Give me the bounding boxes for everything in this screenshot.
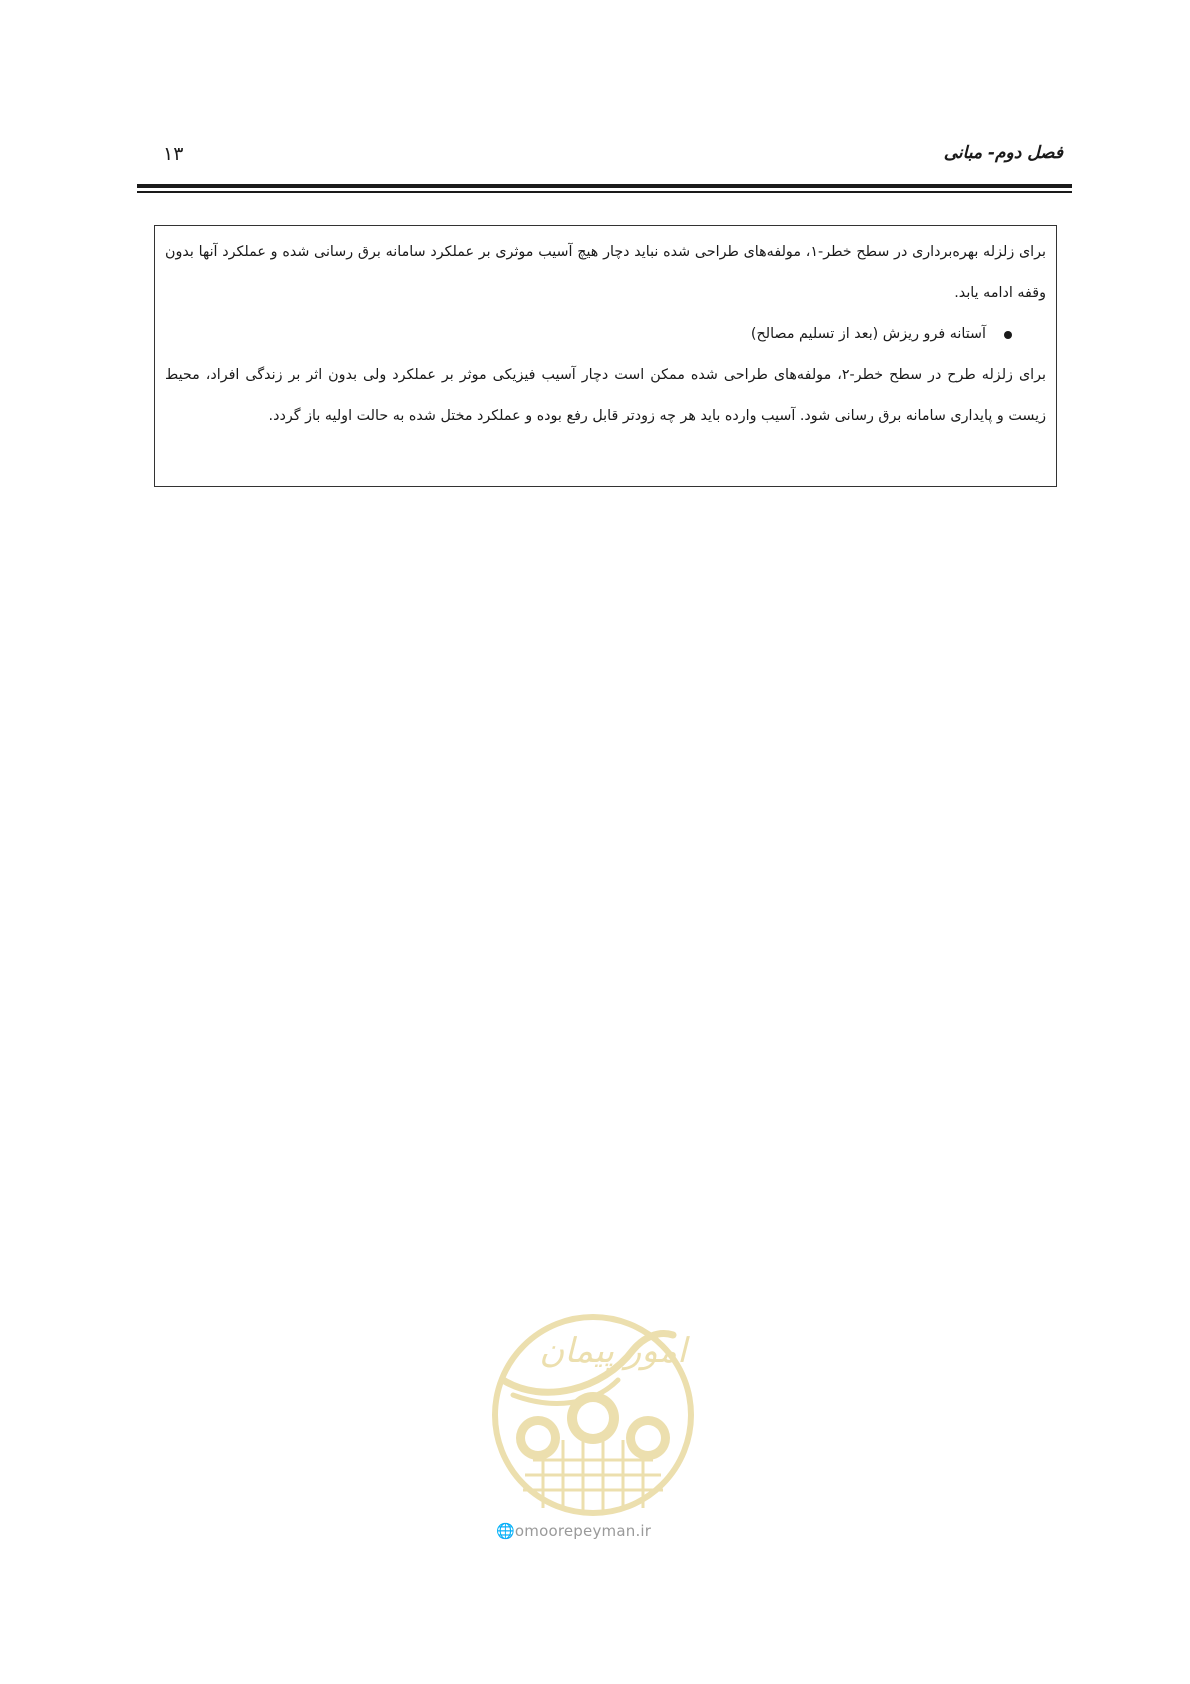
bullet-text: آستانه فرو ریزش (بعد از تسلیم مصالح): [750, 326, 986, 342]
paragraph-design-earthquake: برای زلزله طرح در سطح خطر-۲، مولفه‌های طراحی شده ممکن است دچار آسیب فیزیکی موثر بر عملکرد ولی بدون اثر بر زندگی افراد، محیط زیست و پایداری سامانه برق رسانی شود. آسیب وارده باید هر چه زودتر قابل رفع بوده و عملکرد مختل شده به حالت اولیه باز گردد.: [165, 367, 1046, 424]
bullet-collapse-threshold: [165, 314, 1046, 355]
watermark-logo-icon: [483, 1310, 703, 1520]
header-rule-thin: [137, 191, 1072, 193]
page-number: ۱۳: [163, 143, 184, 165]
content-box: [154, 225, 1057, 487]
paragraph-operational-earthquake: برای زلزله بهره‌برداری در سطح خطر-۱، مولفه‌های طراحی شده نباید دچار هیچ آسیب موثری بر عملکرد سامانه برق رسانی شده و عملکرد آنها بدون وقفه ادامه یابد.: [165, 244, 1046, 301]
header-rule-thick: [137, 184, 1072, 188]
watermark-caption: 🌐omoorepeyman.ir: [496, 1522, 652, 1540]
bullet-dot-icon: [1004, 331, 1012, 339]
watermark-logo-text: امور پیمان: [539, 1331, 687, 1371]
chapter-title: فصل دوم- مبانی: [943, 143, 1063, 163]
